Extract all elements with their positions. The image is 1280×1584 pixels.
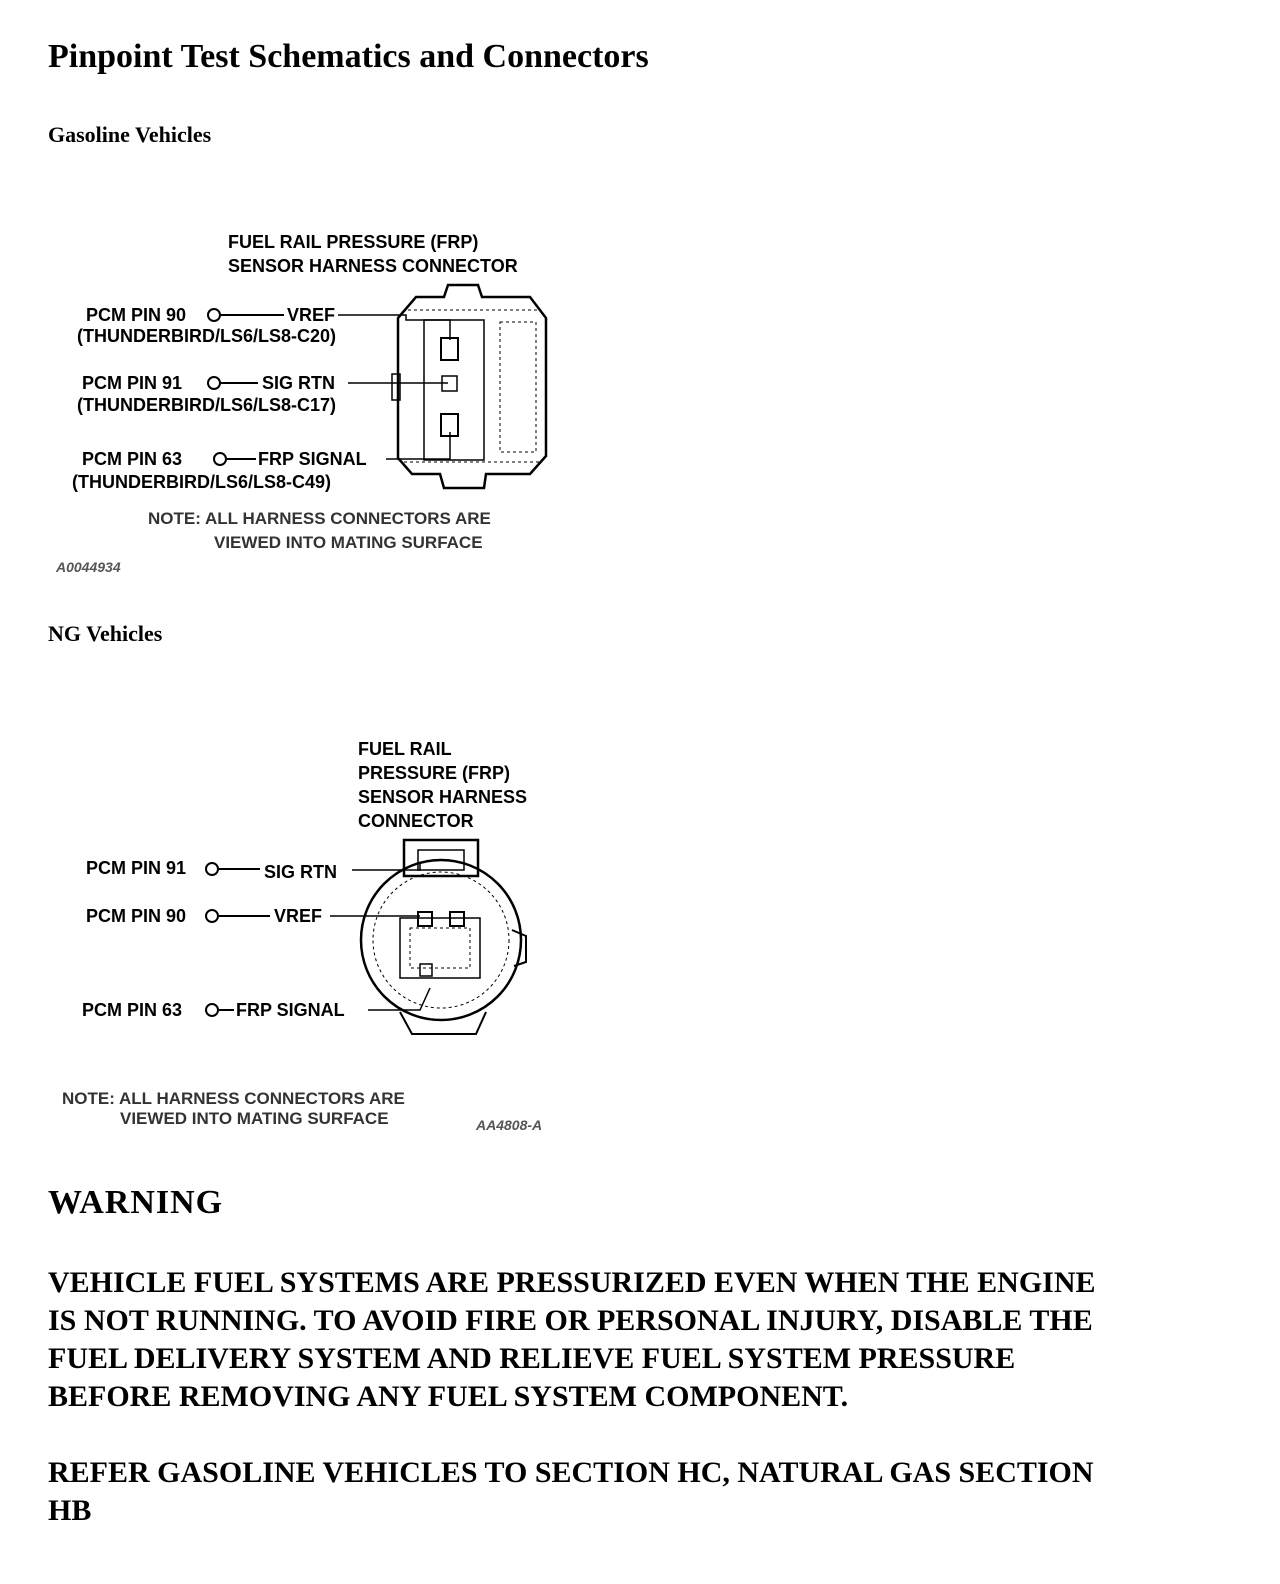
ng-pin90-label: PCM PIN 90	[86, 906, 187, 926]
ng-sigrtn-leader	[352, 862, 420, 870]
gas-note-line1: NOTE: ALL HARNESS CONNECTORS ARE	[148, 509, 491, 528]
ng-note-line1: NOTE: ALL HARNESS CONNECTORS ARE	[62, 1089, 405, 1108]
ng-pin63-terminal-icon	[206, 1004, 218, 1016]
gas-pin91-terminal-icon	[208, 377, 220, 389]
gas-frp-connector-icon	[392, 285, 546, 488]
ng-connector-title-line4: CONNECTOR	[358, 811, 474, 831]
gas-pin63-signal: FRP SIGNAL	[258, 449, 367, 469]
ng-connector-title-line1: FUEL RAIL	[358, 739, 452, 759]
ng-pin90-signal: VREF	[274, 906, 323, 926]
ng-frp-connector-icon	[361, 840, 526, 1034]
page-title: Pinpoint Test Schematics and Connectors	[48, 38, 649, 75]
refer-line-1: REFER GASOLINE VEHICLES TO SECTION HC, NATURAL GAS SECTION	[48, 1456, 1094, 1489]
gas-figure-code: A0044934	[56, 559, 121, 575]
ng-pin91-label: PCM PIN 91	[86, 858, 187, 878]
ng-note-line2: VIEWED INTO MATING SURFACE	[120, 1109, 389, 1128]
ng-vehicles-heading: NG Vehicles	[48, 621, 163, 646]
gas-pin90-note: (THUNDERBIRD/LS6/LS8-C20)	[77, 326, 337, 346]
warning-line-1: VEHICLE FUEL SYSTEMS ARE PRESSURIZED EVEN WHEN THE ENGINE	[48, 1266, 1096, 1299]
gas-pin63-label: PCM PIN 63	[82, 449, 183, 469]
gasoline-vehicles-heading: Gasoline Vehicles	[48, 122, 212, 147]
gas-pin90-label: PCM PIN 90	[86, 305, 187, 325]
ng-frp-leader	[368, 988, 430, 1010]
gas-pin91-note: (THUNDERBIRD/LS6/LS8-C17)	[77, 395, 337, 415]
gas-note-line2: VIEWED INTO MATING SURFACE	[214, 533, 483, 552]
gas-vref-leader	[338, 315, 450, 340]
ng-connector-title-line3: SENSOR HARNESS	[358, 787, 528, 807]
gas-pin90-terminal-icon	[208, 309, 220, 321]
ng-connector-title-line2: PRESSURE (FRP)	[358, 763, 511, 783]
warning-title: WARNING	[48, 1184, 224, 1221]
ng-pin63-signal: FRP SIGNAL	[236, 1000, 345, 1020]
gas-pin90-signal: VREF	[287, 305, 336, 325]
gas-pin91-signal: SIG RTN	[262, 373, 336, 393]
gasoline-frp-connector-diagram	[0, 0, 1280, 600]
warning-line-2: IS NOT RUNNING. TO AVOID FIRE OR PERSONAL INJURY, DISABLE THE	[48, 1304, 1093, 1337]
gas-pin63-note: (THUNDERBIRD/LS6/LS8-C49)	[72, 472, 332, 492]
gas-pin63-terminal-icon	[214, 453, 226, 465]
ng-pin63-label: PCM PIN 63	[82, 1000, 183, 1020]
gas-connector-title-line2: SENSOR HARNESS CONNECTOR	[228, 256, 518, 276]
ng-pin91-terminal-icon	[206, 863, 218, 875]
ng-pin91-signal: SIG RTN	[264, 862, 338, 882]
gas-connector-title-line1: FUEL RAIL PRESSURE (FRP)	[228, 232, 479, 252]
ng-figure-code: AA4808-A	[476, 1117, 543, 1133]
refer-line-2: HB	[48, 1494, 92, 1527]
warning-line-4: BEFORE REMOVING ANY FUEL SYSTEM COMPONENT.	[48, 1380, 849, 1413]
warning-line-3: FUEL DELIVERY SYSTEM AND RELIEVE FUEL SYSTEM PRESSURE	[48, 1342, 1016, 1375]
ng-pin90-terminal-icon	[206, 910, 218, 922]
gas-pin91-label: PCM PIN 91	[82, 373, 183, 393]
